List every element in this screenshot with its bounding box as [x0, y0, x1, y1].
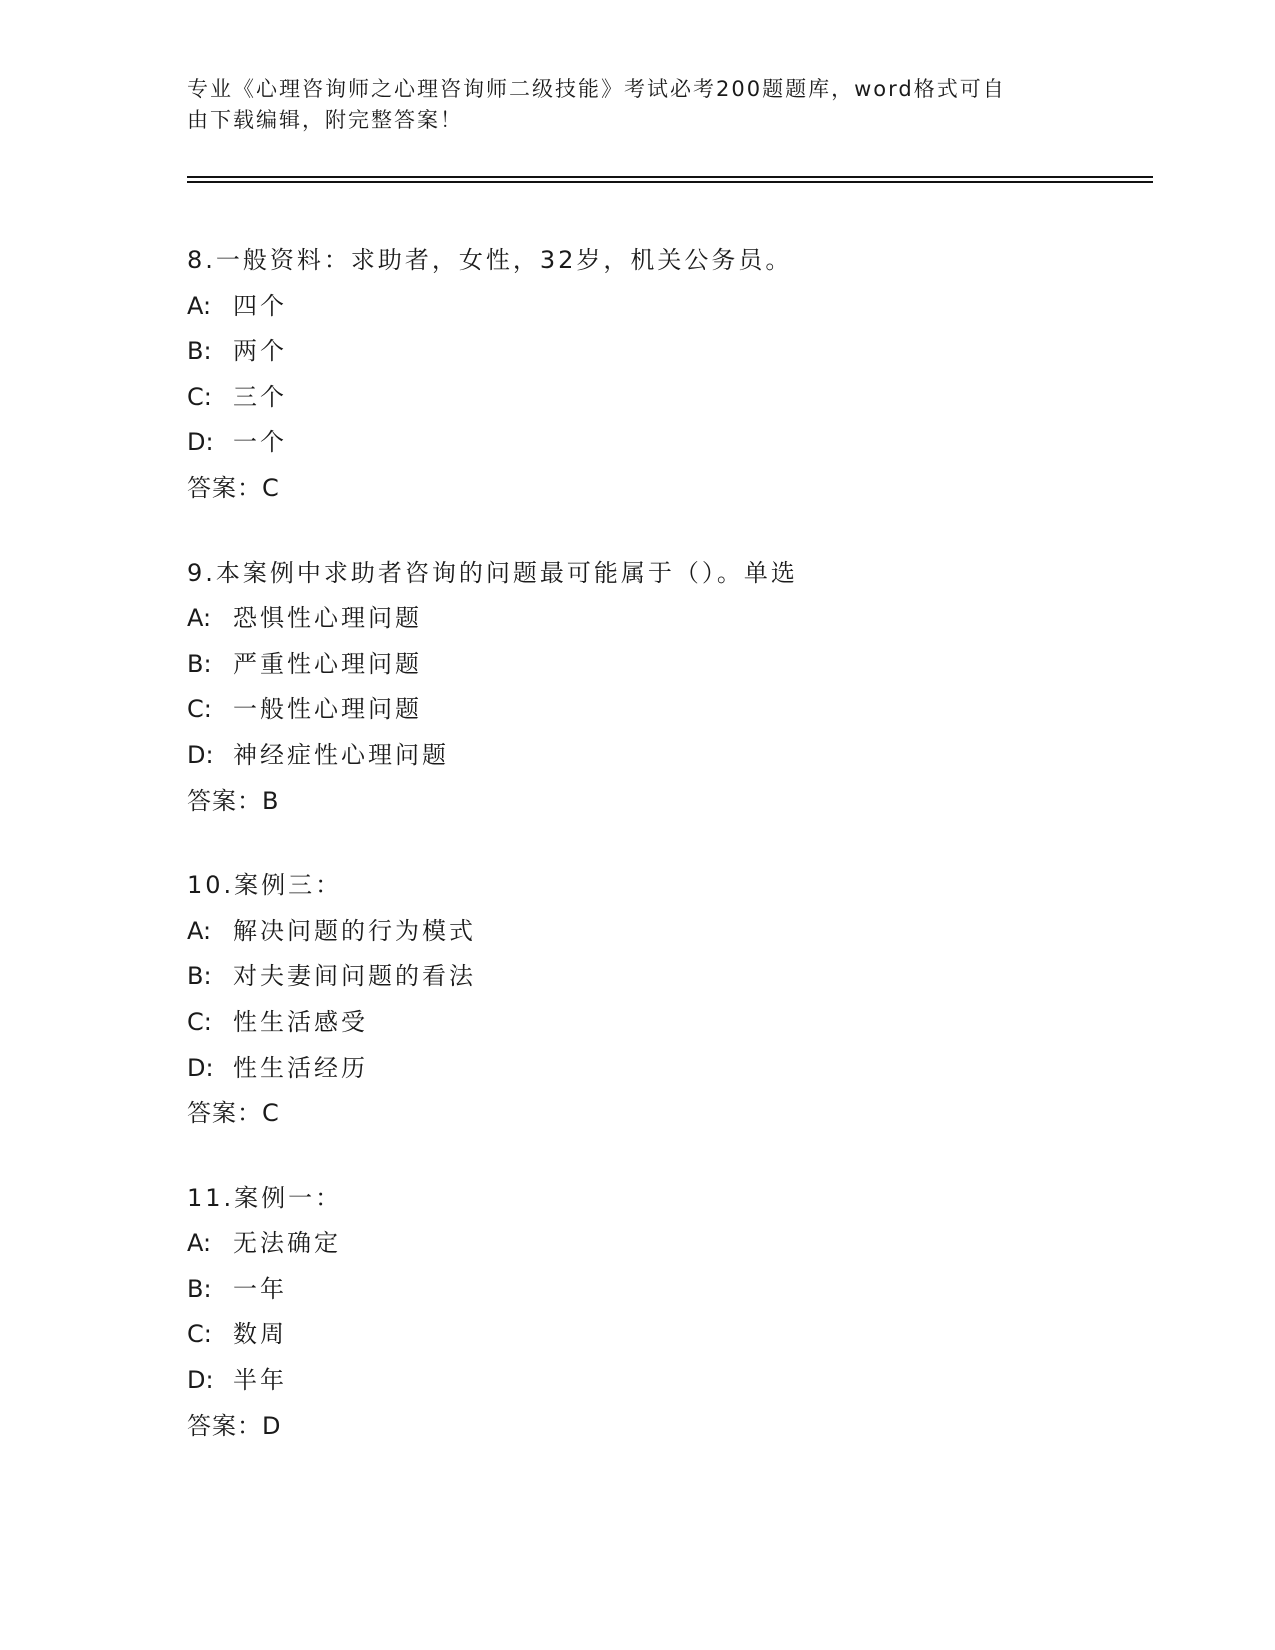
question-8	[187, 238, 1153, 512]
answer-line: 答案：B	[187, 786, 280, 815]
option-text: 性生活经历	[233, 1053, 368, 1082]
question-list	[187, 238, 1153, 1488]
option-text: 三个	[233, 382, 287, 411]
option-text: 四个	[233, 291, 287, 320]
option-a	[187, 1221, 1153, 1267]
option-d	[187, 1358, 1153, 1404]
option-letter: A:	[187, 1229, 212, 1258]
option-a	[187, 284, 1153, 330]
option-text: 两个	[233, 337, 287, 366]
option-text: 数周	[233, 1320, 287, 1349]
option-letter: A:	[187, 916, 212, 945]
option-a	[187, 596, 1153, 642]
option-letter: C:	[187, 695, 212, 724]
option-text: 恐惧性心理问题	[233, 604, 422, 633]
document-intro	[187, 74, 1067, 136]
header-rule-bottom	[187, 181, 1153, 183]
answer-line: 答案：C	[187, 1099, 280, 1128]
option-c	[187, 1312, 1153, 1358]
option-letter: D:	[187, 1053, 214, 1082]
option-letter: A:	[187, 604, 212, 633]
option-b	[187, 954, 1153, 1000]
option-letter: C:	[187, 382, 212, 411]
option-text: 无法确定	[233, 1229, 341, 1258]
option-letter: B:	[187, 962, 212, 991]
header-rule-top	[187, 176, 1153, 178]
option-letter: B:	[187, 337, 212, 366]
option-letter: D:	[187, 740, 214, 769]
option-text: 一个	[233, 428, 287, 457]
option-c	[187, 1000, 1153, 1046]
question-stem: 11.案例一：	[187, 1183, 343, 1212]
option-b	[187, 1267, 1153, 1313]
option-a	[187, 909, 1153, 955]
option-text: 一般性心理问题	[233, 695, 422, 724]
option-d	[187, 733, 1153, 779]
option-text: 半年	[233, 1366, 287, 1395]
question-stem: 9.本案例中求助者咨询的问题最可能属于（）。单选	[187, 558, 798, 587]
option-text: 一年	[233, 1274, 287, 1303]
option-letter: C:	[187, 1320, 212, 1349]
option-letter: C:	[187, 1007, 212, 1036]
question-10	[187, 863, 1153, 1137]
answer-line: 答案：C	[187, 473, 280, 502]
option-d	[187, 420, 1153, 466]
option-letter: B:	[187, 649, 212, 678]
intro-line-1: 专业《心理咨询师之心理咨询师二级技能》考试必考200题题库，word格式可自	[187, 77, 1006, 101]
option-c	[187, 687, 1153, 733]
question-stem: 8.一般资料：求助者，女性，32岁，机关公务员。	[187, 246, 793, 274]
option-b	[187, 329, 1153, 375]
option-letter: D:	[187, 428, 214, 457]
option-letter: A:	[187, 291, 212, 320]
option-text: 性生活感受	[233, 1007, 368, 1036]
option-b	[187, 642, 1153, 688]
intro-line-2: 由下载编辑，附完整答案！	[187, 108, 463, 132]
option-text: 神经症性心理问题	[233, 740, 449, 769]
question-stem: 10.案例三：	[187, 871, 343, 900]
option-text: 严重性心理问题	[233, 649, 422, 678]
option-text: 对夫妻间问题的看法	[233, 962, 476, 991]
option-text: 解决问题的行为模式	[233, 916, 476, 945]
question-11	[187, 1176, 1153, 1450]
option-d	[187, 1046, 1153, 1092]
option-letter: B:	[187, 1274, 212, 1303]
answer-line: 答案：D	[187, 1411, 282, 1440]
question-9	[187, 551, 1153, 825]
option-c	[187, 375, 1153, 421]
option-letter: D:	[187, 1366, 214, 1395]
